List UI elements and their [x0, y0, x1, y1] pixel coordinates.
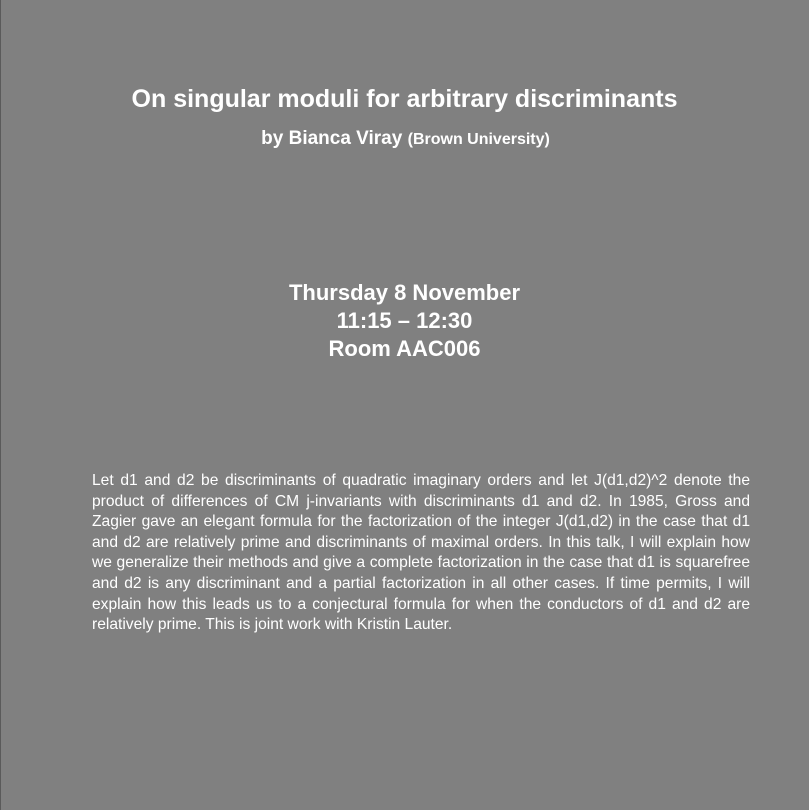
- left-border: [0, 0, 1, 810]
- speaker-affiliation: (Brown University): [407, 131, 550, 148]
- talk-abstract: Let d1 and d2 be discriminants of quadratic imaginary orders and let J(d1,d2)^2 denote the product of differences of CM j-invariants with discriminants d1 and d2. In 1985, Gross and Zagier gave an elegant formula for the factorization of the integer J(d1,d2) in the case that d1 and d2 are relatively prime and discriminants of maximal orders. In this talk, I will explain how we generalize their methods and give a complete factorization in the case that d1 is squarefree and d2 is any discriminant and a partial factorization in all other cases. If time permits, I will explain how this leads us to a conjectural formula for when the conductors of d1 and d2 are relatively prime. This is joint work with Kristin Lauter.: [92, 472, 750, 634]
- event-room: Room AAC006: [328, 336, 481, 361]
- speaker-byline: [0, 127, 809, 152]
- talk-title: On singular moduli for arbitrary discriminants: [131, 85, 678, 113]
- event-time: 11:15 – 12:30: [336, 308, 473, 333]
- event-details: [0, 279, 809, 363]
- speaker-name: by Bianca Viray: [261, 128, 403, 149]
- event-date: Thursday 8 November: [288, 280, 521, 305]
